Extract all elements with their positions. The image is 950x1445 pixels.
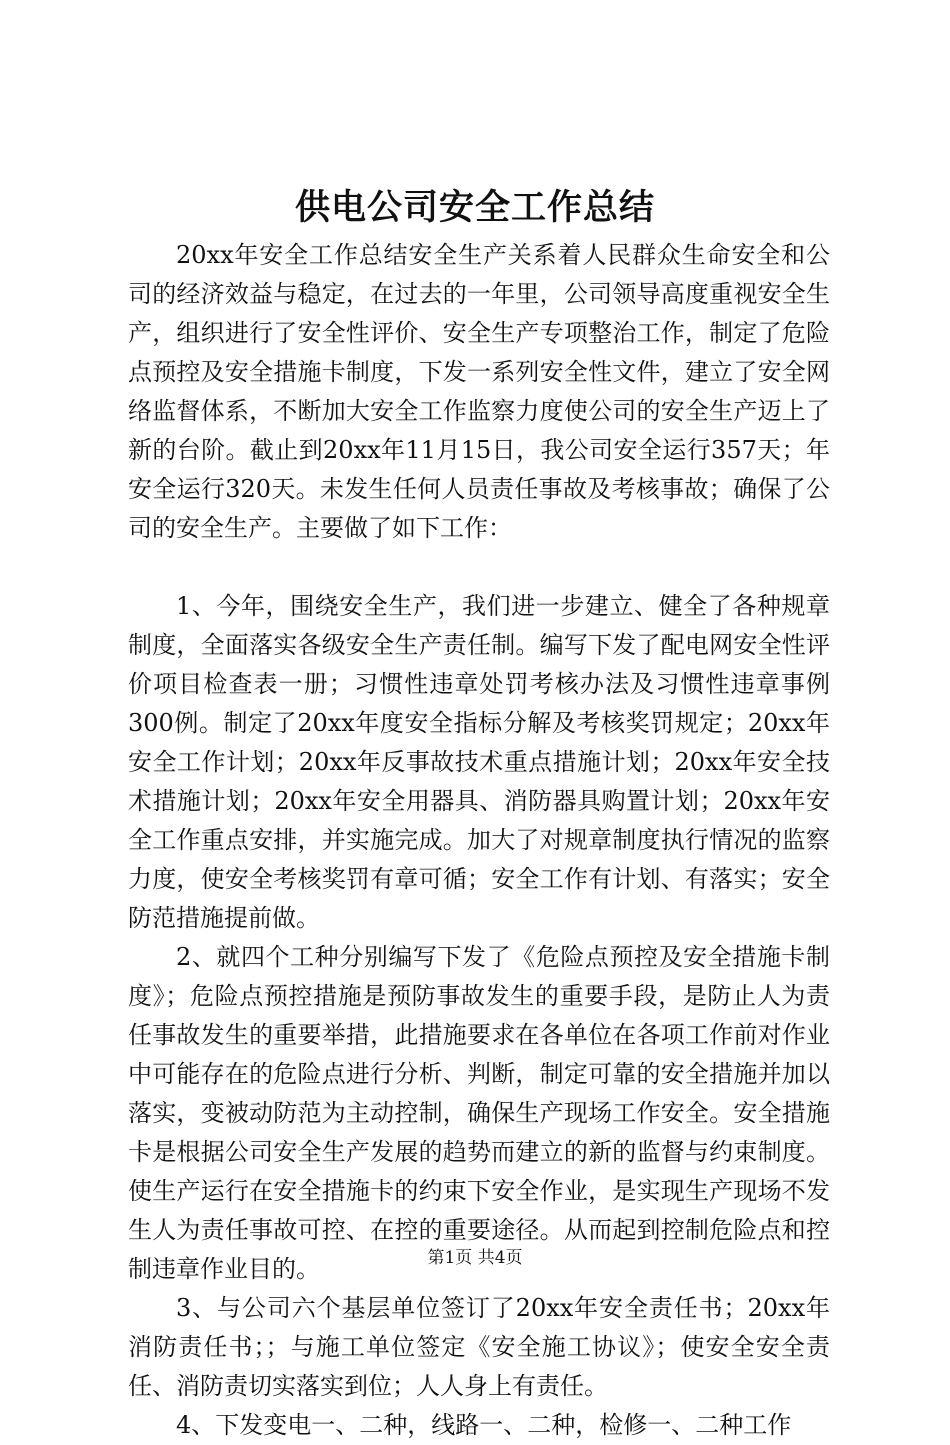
item-3-paragraph: 3、与公司六个基层单位签订了20xx年安全责任书；20xx年消防责任书；；与施工单位签定《安全施工协议》；使安全安全责任、消防责切实落实到位；人人身上有责任。 [128,1294,830,1400]
paragraph-spacer [128,548,830,587]
page-number-footer: 第1页 共4页 [427,1248,523,1268]
item-2-paragraph: 2、就四个工种分别编写下发了《危险点预控及安全措施卡制度》；危险点预控措施是预防事故发生的重要手段，是防止人为责任事故发生的重要举措，此措施要求在各单位在各项工作前对作业中可能存在的危险点进行分析、判断，制定可靠的安全措施并加以落实，变被动防范为主动控制，确保生产现场工作安全。安全措施卡是根据公司安全生产发展的趋势而建立的新的监督与约束制度。使生产运行在安全措施卡的约束下安全作业，是实现生产现场不发生人为责任事故可控、在控的重要途径。从而起到控制危险点和控制违章作业目的。 [128,943,830,1283]
document-title: 供电公司安全工作总结 [294,187,655,228]
item-4-paragraph: 4、下发变电一、二种，线路一、二种，检修一、二种工作 [176,1411,792,1439]
item-1-paragraph: 1、今年，围绕安全生产，我们进一步建立、健全了各种规章制度，全面落实各级安全生产责任制。编写下发了配电网安全性评价项目检查表一册；习惯性违章处罚考核办法及习惯性违章事例300例。制定了20xx年度安全指标分解及考核奖罚规定；20xx年安全工作计划；20xx年反事故技术重点措施计划；20xx年安全技术措施计划；20xx年安全用器具、消防器具购置计划；20xx年安全工作重点安排，并实施完成。加大了对规章制度执行情况的监察力度，使安全考核奖罚有章可循；安全工作有计划、有落实；安全防范措施提前做。 [128,592,830,932]
intro-paragraph: 20xx年安全工作总结安全生产关系着人民群众生命安全和公司的经济效益与稳定，在过去的一年里，公司领导高度重视安全生产，组织进行了安全性评价、安全生产专项整治工作，制定了危险点预控及安全措施卡制度，下发一系列安全性文件，建立了安全网络监督体系，不断加大安全工作监察力度使公司的安全生产迈上了新的台阶。截止到20xx年11月15日，我公司安全运行357天；年安全运行320天。未发生任何人员责任事故及考核事故；确保了公司的安全生产。主要做了如下工作： [128,241,830,542]
